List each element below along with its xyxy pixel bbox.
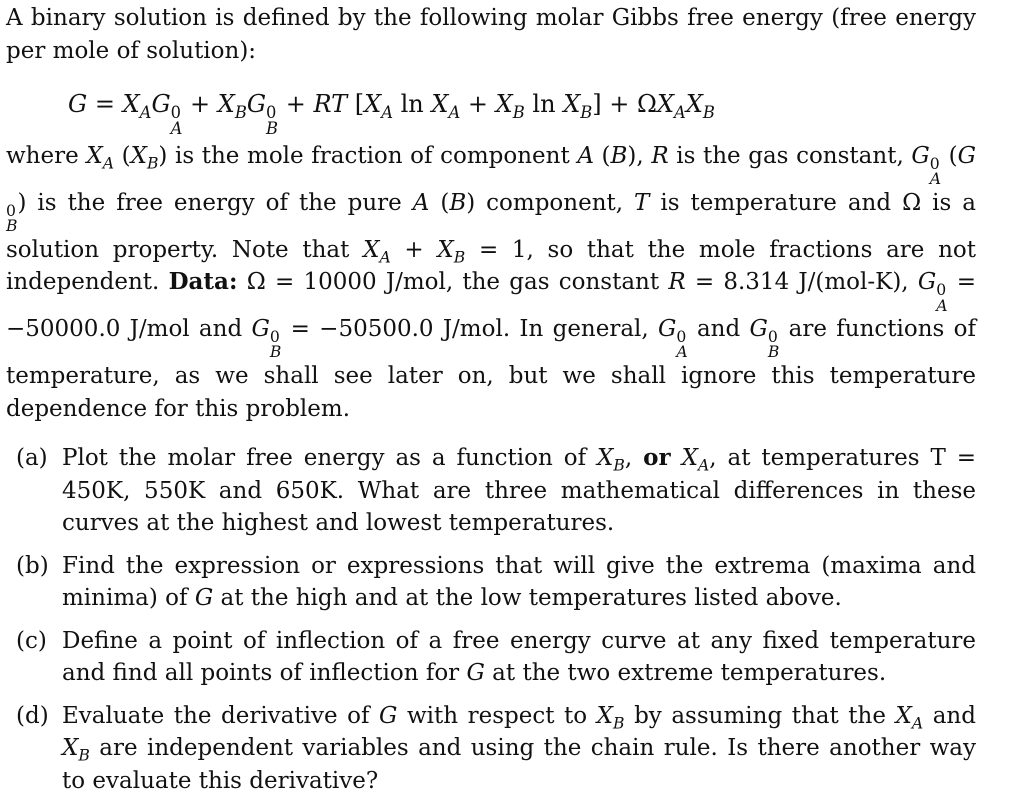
eq-g0: G: [246, 90, 267, 118]
eq-x: X: [685, 90, 703, 118]
question-list: [6, 442, 976, 797]
math-g: G: [466, 660, 485, 687]
math-sub: B: [613, 713, 625, 733]
math-x: X: [130, 143, 147, 169]
math-sup: 0: [767, 326, 778, 346]
question-label: (b): [16, 552, 49, 579]
question-item: [6, 700, 976, 797]
eq-rt: RT: [313, 90, 348, 118]
desc-text: = −50500.0 J/mol. In general,: [281, 316, 659, 343]
question-fragment: by assuming that the: [624, 702, 896, 729]
math-a: A: [577, 143, 594, 169]
eq-x: X: [495, 90, 513, 118]
desc-text: is a solution property. Note that: [6, 189, 976, 263]
math-supsub: [269, 326, 282, 362]
math-g: G: [194, 585, 214, 612]
eq-plus: +: [285, 90, 306, 118]
desc-text: are functions of temperature, as we shall see later on, but we shall ignore this temperature dependence for this problem.: [6, 316, 976, 422]
question-fragment: and: [923, 702, 976, 729]
eq-sup: 0: [170, 102, 181, 122]
desc-text: = 1, so that the mole fractions are not independent.: [6, 236, 976, 296]
math-g: G: [917, 269, 937, 296]
eq-supsub: [266, 102, 279, 139]
math-a: A: [412, 189, 430, 216]
math-sub: B: [6, 216, 18, 236]
eq-g: G: [68, 90, 88, 118]
question-fragment: at the two extreme temperatures.: [484, 660, 887, 687]
math-x: X: [681, 445, 698, 472]
math-sub: B: [269, 342, 282, 362]
bold-or: or: [643, 444, 671, 472]
eq-plus: +: [467, 90, 489, 118]
math-sub: A: [929, 169, 942, 189]
math-supsub: [767, 326, 780, 362]
desc-text: ) is the mole fraction of component: [158, 143, 578, 169]
math-x: X: [86, 143, 103, 169]
question-text: [62, 550, 976, 615]
math-sup: 0: [6, 200, 16, 220]
desc-text: and: [687, 316, 750, 343]
math-sub: B: [146, 153, 159, 173]
eq-plus: +: [609, 90, 630, 118]
question-fragment: Find the expression or expressions that will give the extrema (maxima and minima) of: [62, 552, 976, 612]
math-supsub: [936, 279, 948, 315]
desc-text: = 8.314 J/(mol-K),: [685, 269, 918, 296]
desc-text: is the gas constant,: [668, 143, 912, 169]
desc-text: (: [113, 143, 131, 169]
question-text: [62, 700, 976, 797]
eq-x: X: [431, 90, 449, 118]
desc-text: is temperature and: [649, 189, 903, 216]
math-b: B: [449, 189, 467, 216]
math-x: X: [597, 445, 614, 472]
math-sub: A: [379, 247, 391, 267]
question-fragment: Evaluate the derivative of: [62, 702, 380, 729]
eq-equals: =: [94, 90, 115, 118]
question-fragment: at the high and at the low temperatures listed above.: [213, 585, 842, 612]
data-label: Data:: [168, 268, 238, 296]
math-x: X: [62, 735, 79, 762]
eq-bracket: ]: [592, 90, 602, 118]
math-omega: Ω: [246, 269, 266, 296]
desc-text: +: [390, 236, 438, 263]
eq-x: X: [122, 90, 140, 118]
intro-paragraph: [6, 2, 976, 67]
question-fragment: are independent variables and using the chain rule. Is there another way to evaluate this derivative?: [62, 735, 976, 794]
eq-sub: A: [170, 119, 183, 139]
desc-text: = −50000.0 J/mol and: [6, 269, 977, 343]
intro-text: A binary solution is defined by the following molar Gibbs free energy (free energy per mole of solution):: [6, 5, 976, 64]
math-sub: B: [78, 745, 90, 765]
question-item: [6, 625, 976, 690]
math-sup: 0: [936, 279, 947, 299]
question-fragment: , at temperatures T = 450K, 550K and 650K. What are three mathematical differences in these curves at the highest and lowest temperatures.: [62, 445, 977, 537]
question-label: (c): [16, 627, 47, 654]
desc-text: = 10000 J/mol, the gas constant: [265, 269, 669, 296]
desc-text: (: [948, 143, 958, 169]
gibbs-equation: [68, 88, 976, 139]
eq-sub: B: [702, 102, 715, 122]
math-x: X: [596, 702, 614, 729]
eq-x: X: [217, 90, 235, 118]
desc-text: ) is the free energy of the pure: [17, 189, 413, 216]
math-sub: B: [767, 342, 780, 362]
desc-text: ),: [627, 143, 652, 169]
question-label: (a): [16, 445, 48, 472]
math-x: X: [363, 236, 380, 263]
description-paragraph: [6, 140, 976, 425]
eq-supsub: [170, 102, 183, 139]
question-label: (d): [16, 702, 49, 729]
question-fragment: Plot the molar free energy as a function of: [62, 445, 598, 472]
math-g: G: [957, 143, 976, 169]
math-g: G: [379, 702, 398, 729]
eq-bracket: [: [354, 90, 365, 118]
eq-ln: ln: [532, 90, 556, 118]
math-g: G: [749, 316, 768, 343]
eq-x: X: [364, 90, 382, 118]
math-supsub: [929, 153, 942, 189]
eq-sub: B: [580, 102, 593, 122]
math-x: X: [437, 236, 454, 263]
eq-sub: A: [139, 102, 152, 122]
eq-x: X: [563, 90, 581, 118]
eq-sub: B: [512, 102, 525, 122]
math-sup: 0: [929, 153, 940, 173]
eq-sub: A: [448, 102, 461, 122]
eq-ln: ln: [400, 90, 424, 118]
eq-sub: B: [266, 119, 279, 139]
math-sup: 0: [676, 326, 687, 346]
eq-plus: +: [190, 90, 211, 118]
math-sub: B: [613, 455, 625, 475]
math-t: T: [634, 189, 650, 216]
math-b: B: [610, 143, 628, 169]
desc-text: (: [429, 189, 450, 216]
math-sub: A: [911, 713, 924, 733]
math-x: X: [895, 702, 912, 729]
eq-g0: G: [151, 90, 171, 118]
eq-omega: Ω: [637, 90, 657, 118]
math-sub: A: [697, 455, 710, 475]
eq-sub: B: [234, 102, 247, 122]
math-sup: 0: [269, 326, 280, 346]
eq-sub: A: [381, 102, 393, 122]
eq-sup: 0: [266, 102, 277, 122]
math-r: R: [668, 269, 686, 296]
math-g: G: [251, 316, 270, 343]
math-sub: A: [102, 153, 114, 173]
math-sub: A: [936, 295, 948, 315]
desc-text: (: [593, 143, 611, 169]
eq-x: X: [656, 90, 675, 118]
math-r: R: [651, 143, 669, 169]
math-sub: B: [453, 247, 466, 267]
question-fragment: with respect to: [397, 702, 597, 729]
math-omega: Ω: [902, 189, 922, 216]
question-fragment: ,: [624, 445, 644, 472]
math-supsub: [676, 326, 688, 362]
question-fragment: [671, 445, 682, 471]
math-g: G: [911, 143, 930, 169]
math-supsub: [6, 200, 18, 236]
question-fragment: Define a point of inflection of a free energy curve at any fixed temperature and find all points of inflection for: [62, 627, 976, 687]
desc-text: where: [6, 143, 87, 169]
desc-text: ) component,: [466, 189, 635, 216]
eq-sub: A: [674, 102, 686, 122]
question-item: [6, 442, 976, 540]
math-sub: A: [676, 342, 688, 362]
question-item: [6, 550, 976, 615]
math-g: G: [658, 316, 677, 343]
question-text: [62, 625, 976, 690]
question-text: [62, 442, 976, 540]
